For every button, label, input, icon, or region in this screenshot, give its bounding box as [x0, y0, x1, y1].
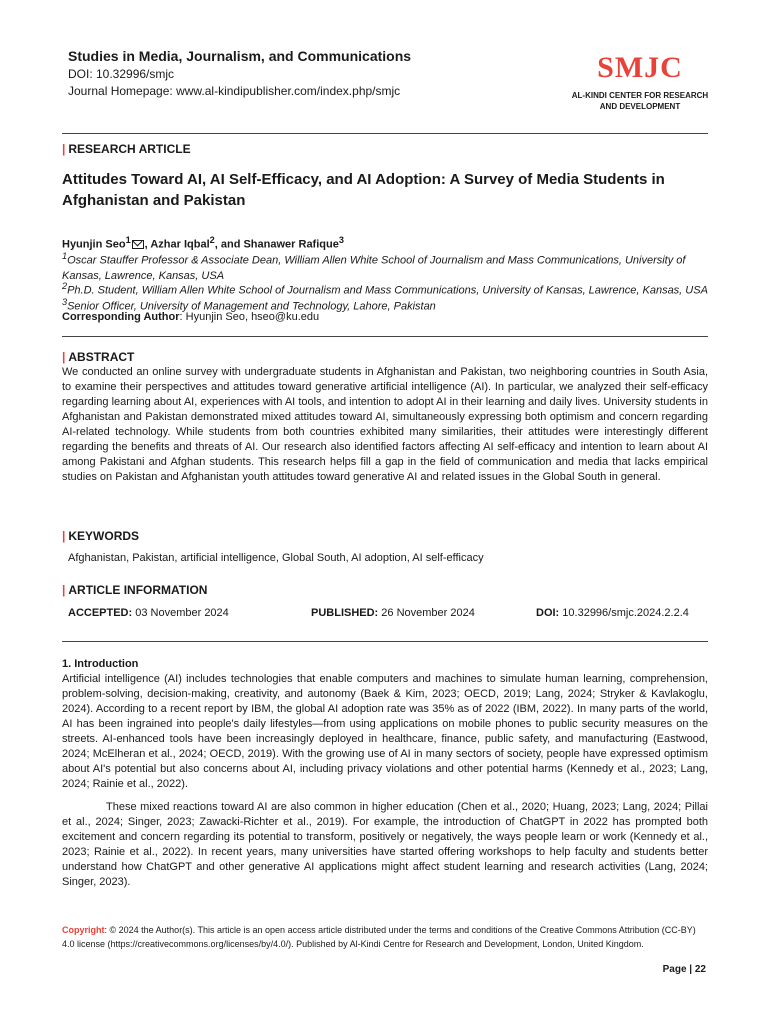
- affiliation-text: Senior Officer, University of Management and Technology, Lahore, Pakistan: [67, 300, 436, 313]
- journal-logo: [570, 52, 710, 112]
- affiliation-superscript: 3: [62, 297, 68, 307]
- affiliation-text: Ph.D. Student, William Allen White School of Journalism and Mass Communications, University of Kansas, Lawrence, Kansas, USA: [67, 284, 708, 297]
- corresponding-label: Corresponding Author: [62, 311, 180, 323]
- accepted-date: [68, 607, 229, 619]
- logo-subtitle-2: AND DEVELOPMENT: [599, 102, 681, 111]
- copyright-text: : © 2024 the Author(s). This article is an open access article distributed under the terms and conditions of the Creative Commons Attribution (CC-BY) 4.0 license (https://creativecommons.org/licenses/by/4.0/). Published by Al-Kindi Centre for Research and Development, London, United Kingdom.: [62, 925, 696, 949]
- introduction-paragraph-1: Artificial intelligence (AI) includes technologies that enable computers and machines to simulate human learning, comprehension, problem-solving, decision-making, creativity, and autonomy (Baek & Kim, 2023; OECD, 2019; Lang, 2024; Stryker & Kavlakoglu, 2024). According to a recent report by IBM, the global AI adoption rate was 35% as of 2022 (IBM, 2022). In many parts of the world, AI has been ingrained into people's daily lifestyles—from using applications on mobile phones to public security measures on the streets. AI-enhanced tools have been increasingly deployed in healthcare, finance, public safety, and manufacturing (Eastwood, 2024; McElheran et al., 2024; OECD, 2019). With the growing use of AI in many sectors of society, people have expressed optimism about AI's potential but also concerns about AI, including privacy violations and other potential harms (Kennedy et al., 2023; Lang, 2024; Rainie et al., 2022).: [62, 673, 708, 790]
- accent-bar: |: [62, 529, 66, 543]
- affiliation-text: Oscar Stauffer Professor & Associate Dean, William Allen White School of Journalism and Mass Communications, University of Kansas, Lawrence, Kansas, USA: [62, 254, 686, 282]
- copyright-notice: [62, 923, 708, 951]
- accepted-label: ACCEPTED:: [68, 607, 133, 619]
- logo-subtitle-1: AL-KINDI CENTER FOR RESEARCH: [571, 91, 709, 100]
- author-name: Hyunjin Seo: [62, 238, 126, 251]
- abstract-heading-label: ABSTRACT: [68, 350, 135, 364]
- abstract-body: We conducted an online survey with undergraduate students in Afghanistan and Pakistan, two neighboring countries in South Asia, to examine their perspectives and attitudes toward generative artificial intelligence (AI). In particular, we analyzed their self-efficacy regarding learning about AI, experiences with AI tools, and intention to adopt AI in their learning and daily lives. University students in Afghanistan and Pakistan demonstrated mixed attitudes toward AI, simultaneously expressing both optimism and concern regarding AI-related technology. While students from both countries exhibited many similarities, their attitudes were interestingly different regarding the benefits and threats of AI. Our research also identified factors affecting AI self-efficacy and intention to learn about AI among Pakistani and Afghan students. This research helps fill a gap in the field of communication and media that lacks empirical studies on Pakistan and Afghanistan youth attitudes toward generative AI and related issues in the Global South in general.: [62, 366, 708, 483]
- accent-bar: |: [62, 142, 66, 156]
- abstract-divider: [62, 336, 708, 337]
- article-type-heading: [62, 142, 191, 156]
- envelope-icon[interactable]: [132, 240, 144, 249]
- affiliation-superscript: 2: [62, 281, 68, 291]
- accepted-value: 03 November 2024: [132, 607, 229, 619]
- author-superscript: 2: [209, 235, 215, 245]
- corresponding-author: [62, 311, 319, 323]
- article-info-heading: [62, 583, 207, 597]
- published-value: 26 November 2024: [378, 607, 475, 619]
- logo-text: SMJC: [597, 51, 683, 84]
- article-doi: [536, 607, 689, 619]
- introduction-heading: 1. Introduction: [62, 658, 139, 670]
- affiliation-superscript: 1: [62, 251, 68, 261]
- article-type-label: RESEARCH ARTICLE: [68, 142, 191, 156]
- keywords-list: Afghanistan, Pakistan, artificial intelligence, Global South, AI adoption, AI self-efficacy: [68, 552, 484, 564]
- author-superscript: 3: [338, 235, 344, 245]
- article-info-heading-label: ARTICLE INFORMATION: [68, 583, 208, 597]
- doi-label: DOI:: [536, 607, 560, 619]
- accent-bar: |: [62, 350, 66, 364]
- journal-doi[interactable]: DOI: 10.32996/smjc: [68, 67, 175, 81]
- author-name: , Azhar Iqbal: [144, 238, 210, 251]
- journal-title: Studies in Media, Journalism, and Communications: [68, 48, 412, 64]
- copyright-label: Copyright: [62, 925, 105, 935]
- author-superscript: 1: [125, 235, 131, 245]
- abstract-heading: [62, 350, 134, 364]
- introduction-paragraph-2: These mixed reactions toward AI are also common in higher education (Chen et al., 2020; Huang, 2023; Lang, 2024; Pillai et al., 2024; Singer, 2023; Zawacki-Richter et al., 2019). For example, the introduction of ChatGPT in 2022 has prompted both excitement and concern regarding its potential to transform, positively or negatively, the ways people learn or work (Kennedy et al., 2023; Rainie et al., 2022). In recent years, many universities have started offering workshops to help faculty and students better understand how ChatGPT and other generative AI applications might affect student learning and research activities (Lang, 2024; Singer, 2023).: [62, 801, 708, 888]
- article-title: Attitudes Toward AI, AI Self-Efficacy, and AI Adoption: A Survey of Media Students in Afghanistan and Pakistan: [62, 171, 665, 209]
- doi-value[interactable]: 10.32996/smjc.2024.2.2.4: [559, 607, 689, 619]
- journal-homepage[interactable]: Journal Homepage: www.al-kindipublisher.com/index.php/smjc: [68, 84, 401, 98]
- keywords-heading-label: KEYWORDS: [68, 529, 140, 543]
- published-date: [311, 607, 475, 619]
- corresponding-value[interactable]: : Hyunjin Seo, hseo@ku.edu: [179, 311, 320, 323]
- keywords-heading: [62, 529, 139, 543]
- page-number: Page | 22: [662, 964, 706, 975]
- author-name: , and Shanawer Rafique: [214, 238, 339, 251]
- intro-divider: [62, 641, 708, 642]
- published-label: PUBLISHED:: [311, 607, 379, 619]
- header-divider: [62, 133, 708, 134]
- accent-bar: |: [62, 583, 66, 597]
